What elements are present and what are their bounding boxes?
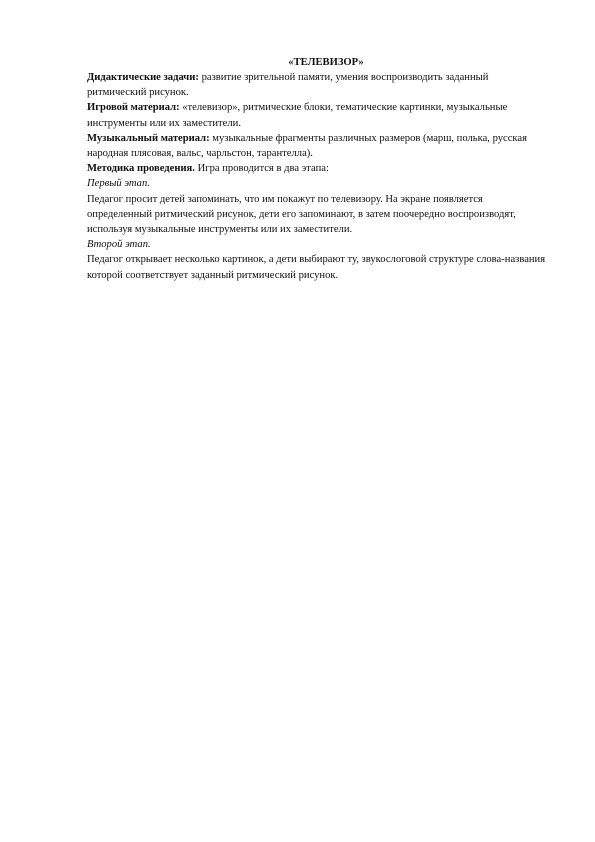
stage-one-text: Педагог просит детей запоминать, что им покажут по телевизору. На экране появляется определенный ритмический рисунок, дети его запоминают, в затем поочередно воспроизводят, используя музыкальные инструменты или их заместители. [87,193,516,236]
stage-two-text: Педагог открывает несколько картинок, а дети выбирают ту, звукослоговой структуре слова-названия которой соответствует заданный ритмический рисунок. [87,254,546,281]
section-label: Методика проведения. [87,163,195,175]
section-game-material [87,100,547,130]
document-page [87,56,547,283]
stage-two-heading: Второй этап. [87,239,151,251]
section-label: Игровой материал: [87,102,180,114]
section-text: развитие зрительной памяти, умения воспроизводить заданный ритмический рисунок. [87,72,489,99]
stage-one-heading: Первый этап. [87,178,150,190]
section-text: «телевизор», ритмические блоки, тематические картинки, музыкальные инструменты или их заместители. [87,102,508,129]
section-text: музыкальные фрагменты различных размеров (марш, полька, русская народная плясовая, вальс, чарльстон, тарантелла). [87,132,527,160]
section-didactic-tasks [87,70,547,100]
section-music-material [87,131,547,161]
section-label: Дидактические задачи: [87,72,199,83]
section-method [87,161,547,176]
document-title: «ТЕЛЕВИЗОР» [288,57,364,68]
section-text: Игра проводится в два этапа: [194,163,329,175]
section-label: Музыкальный материал: [87,132,210,144]
